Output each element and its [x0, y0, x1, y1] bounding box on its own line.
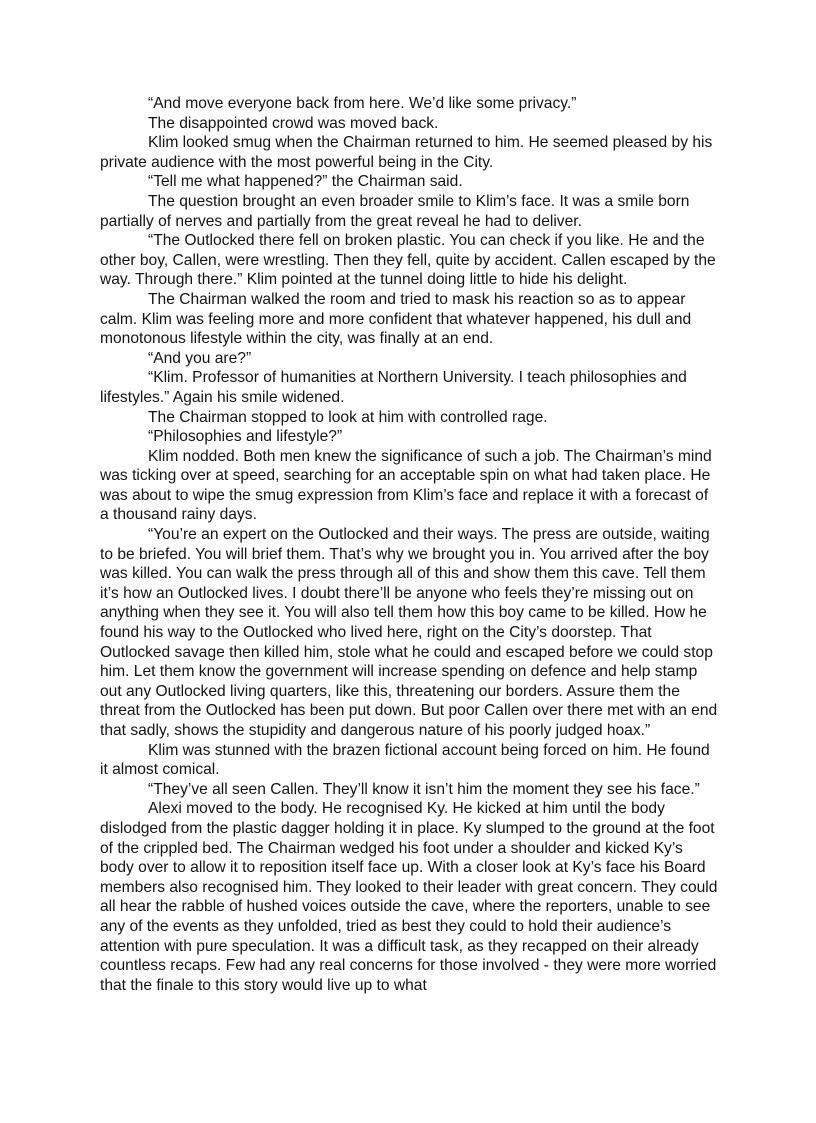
paragraph: “And you are?” [148, 349, 252, 367]
paragraph: Klim nodded. Both men knew the significance of such a job. The Chairman’s mind was ticking over at speed, searching for an acceptable spin on what had taken place. He was about to wipe the smug expression from Klim’s face and replace it with a forecast of a thousand rainy days. [100, 447, 712, 524]
paragraph: The Chairman walked the room and tried to mask his reaction so as to appear calm. Klim was feeling more and more confident that whatever happened, his dull and monotonous lifestyle within the city, was finally at an end. [100, 290, 692, 348]
paragraph: “Philosophies and lifestyle?” [148, 428, 343, 446]
paragraph: “You’re an expert on the Outlocked and their ways. The press are outside, waiting to be briefed. You will brief them. That’s why we brought you in. You arrived after the boy was killed. You can walk the press through all of this and show them this cave. Tell them it’s how an Outlocked lives. I doubt there’ll be anyone who feels they’re missing out on anything when they see it. You will also tell them how this boy came to be killed. How he found his way to the Outlocked who lived here, right on the City’s doorstep. That Outlocked savage then killed him, stole what he could and escaped before we could stop him. Let them know the government will increase spending on defence and help stamp out any Outlocked living quarters, like this, threatening our borders. Assure them the threat from the Outlocked has been put down. But poor Callen over there met with an end that sadly, shows the stupidity and dangerous nature of his poorly judged hoax.” [100, 526, 718, 739]
paragraph: “The Outlocked there fell on broken plastic. You can check if you like. He and the other boy, Callen, were wrestling. Then they fell, quite by accident. Callen escaped by the way. Through there.” Klim pointed at the tunnel doing little to hide his delight. [100, 232, 716, 289]
paragraph: Alexi moved to the body. He recognised Ky. He kicked at him until the body dislodged from the plastic dagger holding it in place. Ky slumped to the ground at the foot of the crippled bed. The Chairman wedged his foot under a shoulder and kicked Ky’s body over to allow it to reposition itself face up. With a closer look at Ky’s face his Board members also recognised him. They looked to their leader with great concern. They could all hear the rabble of hushed voices outside the cave, where the reporters, unable to see any of the events as they unfolded, tried as best they could to hold their audience’s attention with pure speculation. It was a difficult task, as they recapped on their already countless recaps. Few had any real concerns for those involved - they were more worried that the finale to this story would live up to what [100, 800, 718, 994]
paragraph: The disappointed crowd was moved back. [148, 114, 439, 132]
paragraph: Klim looked smug when the Chairman returned to him. He seemed pleased by his private audience with the most powerful being in the City. [100, 134, 713, 171]
paragraph: “Klim. Professor of humanities at Northern University. I teach philosophies and lifestyles.” Again his smile widened. [100, 369, 687, 406]
paragraph: The question brought an even broader smile to Klim’s face. It was a smile born partially of nerves and partially from the great reveal he had to deliver. [100, 192, 690, 230]
paragraph: Klim was stunned with the brazen fictional account being forced on him. He found it almost comical. [100, 741, 710, 779]
paragraph: “And move everyone back from here. We’d like some privacy.” [148, 95, 577, 112]
paragraph: The Chairman stopped to look at him with controlled rage. [148, 408, 548, 426]
paragraph: “Tell me what happened?” the Chairman said. [148, 173, 463, 191]
body-text [100, 94, 720, 995]
paragraph: “They’ve all seen Callen. They’ll know it isn’t him the moment they see his face.” [148, 780, 700, 798]
